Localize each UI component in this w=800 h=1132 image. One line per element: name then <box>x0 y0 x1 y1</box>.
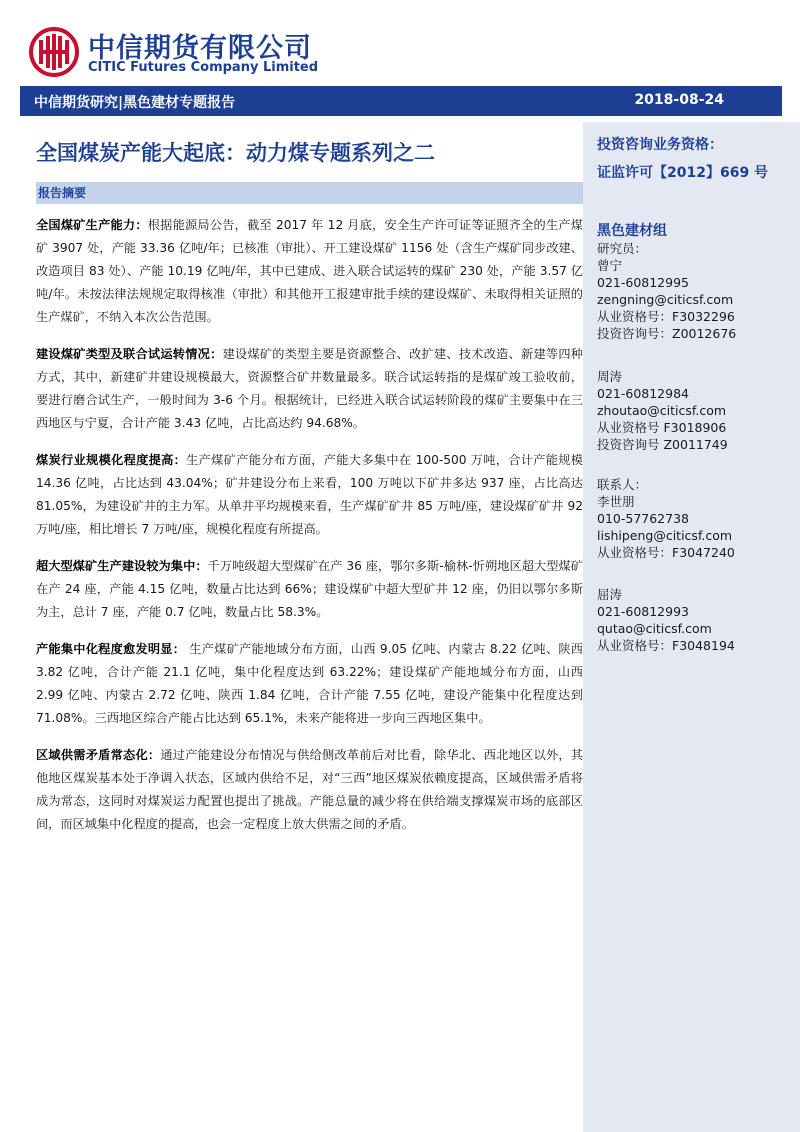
paragraph-construction <box>36 343 583 435</box>
report-title: 全国煤炭产能大起底：动力煤专题系列之二 <box>36 141 435 165</box>
researcher-email: zhoutao@citicsf.com <box>597 403 727 418</box>
researcher-cert: 从业资格号 F3018906 <box>597 420 727 435</box>
group-title: 黑色建材组 <box>597 223 667 239</box>
researcher-email: zengning@citicsf.com <box>597 292 734 307</box>
contact-phone: 010-57762738 <box>597 511 689 526</box>
researcher-cert: 投资咨询号 Z0011749 <box>597 437 728 452</box>
citic-logo-icon <box>28 26 80 78</box>
contact-phone: 021-60812993 <box>597 604 689 619</box>
contact-name: 屈涛 <box>597 587 623 602</box>
contact-name: 李世朋 <box>597 494 635 509</box>
paragraph-regional <box>36 744 583 836</box>
sidebar <box>583 122 800 1132</box>
contact-cert: 从业资格号：F3048194 <box>597 638 735 653</box>
page-header <box>0 0 800 122</box>
paragraph-lead: 煤炭行业规模化程度提高： <box>36 453 187 467</box>
contact-email: qutao@citicsf.com <box>597 621 712 636</box>
report-bar <box>20 86 782 116</box>
company-name-cn: 中信期货有限公司 <box>88 33 312 64</box>
contact-block-1 <box>597 476 735 561</box>
paragraph-text: 通过产能建设分布情况与供给侧改革前后对比看，除华北、西北地区以外，其他地区煤炭基本处于净调入状态，区域内供给不足，对“三西”地区煤炭依赖度提高，区域供需矛盾将成为常态，这同时对煤炭运力配置也提出了挑战。产能总量的减少将在供给端支撑煤炭市场的底部区间，而区域集中化程度的提高，也会一定程度上放大供需之间的矛盾。 <box>36 748 583 831</box>
paragraph-text: 千万吨级超大型煤矿在产 36 座，鄂尔多斯-榆林-忻朔地区超大型煤矿在产 24 座，产能 4.15 亿吨，数量占比达到 66%；建设煤矿中超大型矿井 12 座，仍旧以鄂尔多斯为主，总计 7 座，产能 0.7 亿吨，数量占比 58.3%。 <box>36 559 583 619</box>
qualification-number: 证监许可【2012】669 号 <box>597 165 769 181</box>
paragraph-lead: 建设煤矿类型及联合试运转情况： <box>36 347 223 361</box>
logo-area <box>0 0 800 82</box>
report-label: 中信期货研究|黑色建材专题报告 <box>34 95 236 111</box>
researcher-cert: 投资咨询号：Z0012676 <box>597 326 737 341</box>
researcher-block-2 <box>597 368 728 453</box>
summary-heading-bar <box>36 182 583 204</box>
paragraph-text: 生产煤矿产能地域分布方面，山西 9.05 亿吨、内蒙古 8.22 亿吨、陕西 3.82 亿吨，合计产能 21.1 亿吨，集中化程度达到 63.22%；建设煤矿产能地域分布方面，山西 2.99 亿吨、内蒙古 2.72 亿吨、陕西 1.84 亿吨，合计产能 7.55 亿吨，建设产能集中化程度达到 71.08%。三西地区综合产能占比达到 65.1%，未来产能将进一步向三西地区集中。 <box>36 642 583 725</box>
paragraph-text: 建设煤矿的类型主要是资源整合、改扩建、技术改造、新建等四种方式，其中，新建矿井建设规模最大，资源整合矿井数量最多。联合试运转指的是煤矿竣工验收前，要进行磨合试生产，一般时间为 3-6 个月。根据统计，已经进入联合试运转阶段的煤矿主要集中在三西地区与宁夏，合计产能 3.43 亿吨，占比高达约 94.68%。 <box>36 347 583 430</box>
contact-email: lishipeng@citicsf.com <box>597 528 733 543</box>
paragraph-lead: 区域供需矛盾常态化： <box>36 748 161 762</box>
qualification-title: 投资咨询业务资格： <box>597 137 723 153</box>
contact-cert: 从业资格号：F3047240 <box>597 545 735 560</box>
researcher-phone: 021-60812995 <box>597 275 689 290</box>
paragraph-capacity <box>36 214 583 329</box>
paragraph-scale <box>36 449 583 541</box>
paragraph-text: 生产煤矿产能分布方面，产能大多集中在 100-500 万吨，合计产能规模 14.36 亿吨，占比达到 43.04%；矿井建设分布上来看，100 万吨以下矿井多达 937 座，占比高达 81.05%，为建设矿井的主力军。从单井平均规模来看，生产煤矿矿井 85 万吨/座，建设煤矿矿井 92 万吨/座，相比增长 7 万吨/座，规模化程度有所提高。 <box>36 453 583 536</box>
paragraph-lead: 全国煤矿生产能力： <box>36 218 148 232</box>
contact-block-2 <box>597 586 735 654</box>
paragraph-lead: 产能集中化程度愈发明显： <box>36 642 186 656</box>
company-name-en: CITIC Futures Company Limited <box>88 60 319 75</box>
report-date: 2018-08-24 <box>634 92 724 108</box>
researcher-name: 周涛 <box>597 369 623 384</box>
paragraph-text: 根据能源局公告，截至 2017 年 12 月底，安全生产许可证等证照齐全的生产煤矿 3907 处，产能 33.36 亿吨/年；已核准（审批）、开工建设煤矿 1156 处（含生产煤矿同步改建、改造项目 83 处）、产能 10.19 亿吨/年，其中已建成、进入联合试运转的煤矿 230 处，产能 3.57 亿吨/年。未按法律法规规定取得核准（审批）和其他开工报建审批手续的建设煤矿、未取得相关证照的生产煤矿，不纳入本次公告范围。 <box>36 218 583 324</box>
paragraph-concentration <box>36 638 583 730</box>
contact-label: 联系人： <box>597 477 648 492</box>
researcher-name: 曾宁 <box>597 258 623 273</box>
main-content <box>36 138 583 850</box>
researcher-cert: 从业资格号：F3032296 <box>597 309 735 324</box>
paragraph-lead: 超大型煤矿生产建设较为集中： <box>36 559 208 573</box>
researcher-block-1 <box>597 240 736 342</box>
summary-heading: 报告摘要 <box>38 186 87 200</box>
researcher-phone: 021-60812984 <box>597 386 689 401</box>
paragraph-large-mines <box>36 555 583 624</box>
researcher-label: 研究员： <box>597 241 648 256</box>
